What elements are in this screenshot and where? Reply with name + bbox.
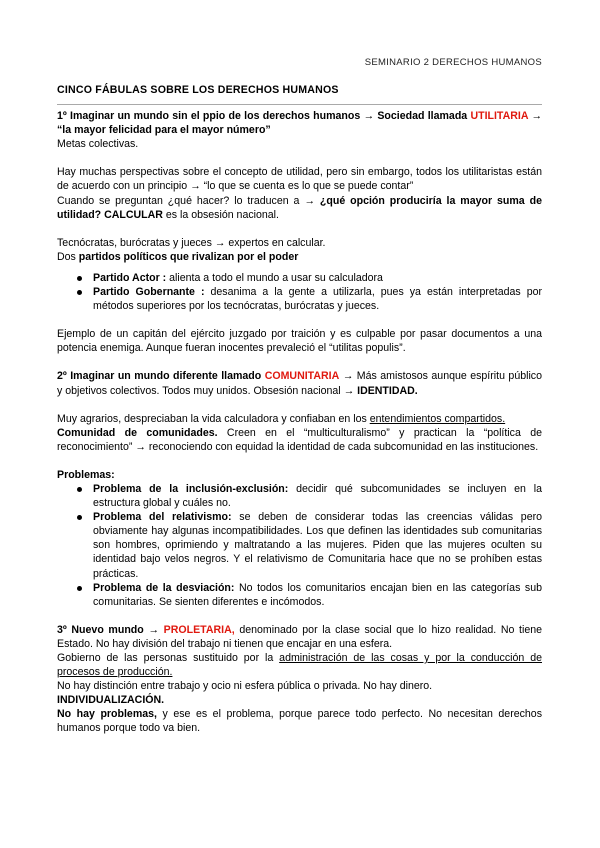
section-2-p1-underlined: entendimientos compartidos. (369, 412, 506, 425)
page-header: SEMINARIO 2 DERECHOS HUMANOS (364, 57, 542, 68)
section-2-p2-text: Creen en el “multiculturalismo” y practican la “política de reconocimiento” → reconociendo con equidad la identidad de cada subcomunidad en las instituciones. (57, 426, 542, 453)
title-divider (57, 104, 542, 105)
list-item-text: desanima a la gente a utilizarla, pues ya están interpretadas por métodos superiores por los tecnócratas, burócratas y jueces. (93, 286, 543, 313)
bullet-icon (77, 515, 82, 520)
section-2-heading-text: 2º Imaginar un mundo diferente llamado (57, 370, 265, 383)
section-1-paragraph-3: Tecnócratas, burócratas y jueces → expertos en calcular. (57, 236, 326, 249)
section-3-heading-text: 3º Nuevo mundo → (57, 623, 164, 636)
section-1-paragraph-2 (57, 194, 542, 222)
section-1-heading-tail: → “la mayor felicidad para el mayor número” (57, 110, 542, 137)
section-3-paragraph-2: No hay distinción entre trabajo y ocio ni esfera pública o privada. No hay dinero. (57, 680, 433, 693)
list-item-text: se deben de considerar todas las creencias válidas pero obviamente hay algunas incompatibilidades. Los que definen las identidades sub comunitarias son hombres, oprimiendo y maltratando a las mujeres. Piden que las mujeres oculten su identidad bajo velos negros. Y el relativismo de Comunitaria hace que no se prohíben estas prácticas. (93, 511, 543, 580)
section-1-metas: Metas colectivas. (57, 138, 139, 151)
comunitaria-term: COMUNITARIA (264, 370, 340, 383)
section-3-heading (57, 623, 542, 651)
section-2-heading-bold-end: IDENTIDAD. (357, 384, 418, 397)
section-3-paragraph-3: INDIVIDUALIZACIÓN. (57, 694, 165, 707)
list-item-bold: Partido Actor : (93, 271, 167, 284)
section-3-paragraph-1 (57, 651, 542, 679)
utilitaria-term: UTILITARIA (470, 110, 529, 123)
bullet-icon (77, 290, 82, 295)
section-1-heading (57, 109, 542, 137)
bullet-icon (77, 586, 82, 591)
bullet-icon (77, 276, 82, 281)
section-2-heading-tail: → Más amistosos aunque espíritu público y objetivos colectivos. Todos muy unidos. Obsesión nacional → (57, 370, 542, 397)
list-item (57, 271, 542, 285)
list-item (57, 482, 542, 510)
list-item (57, 510, 542, 580)
section-1-paragraph-5: Ejemplo de un capitán del ejército juzgado por traición y es culpable por pasar documentos a una potencia enemiga. Aunque fueran inocentes prevaleció el “utilitas populis”. (57, 328, 542, 355)
document-body (57, 83, 542, 736)
section-2-paragraph-2 (57, 426, 542, 454)
section-2-p1-text: Muy agrarios, despreciaban la vida calculadora y confiaban en los (57, 412, 370, 425)
section-1-p2-bold: ¿qué opción produciría la mayor suma de utilidad? CALCULAR (57, 194, 542, 221)
problems-label: Problemas: (57, 468, 115, 481)
list-item-text: No todos los comunitarios encajan bien en las categorías sub comunitarias. Se sienten diferentes e incómodos. (93, 581, 543, 608)
section-1-p2-text: Cuando se preguntan ¿qué hacer? lo traducen a → (57, 194, 320, 207)
section-2-paragraph-1 (57, 412, 542, 426)
section-3-p4-text: y ese es el problema, porque parece todo perfecto. No necesitan derechos humanos porque todo va bien. (57, 708, 542, 735)
section-2-heading (57, 369, 542, 397)
list-item-text: decidir qué subcomunidades se incluyen en la estructura global y cuáles no. (93, 482, 542, 510)
parties-list (57, 271, 542, 313)
section-2-p2-bold: Comunidad de comunidades. (57, 426, 218, 439)
proletaria-term: PROLETARIA, (163, 623, 235, 636)
section-1-p4-bold: partidos políticos que rivalizan por el poder (78, 250, 299, 263)
bullet-icon (77, 487, 82, 492)
section-3-heading-tail: denominado por la clase social que lo hizo realidad. No tiene Estado. No hay división del trabajo ni tienen que encajar en una esfera. (57, 623, 542, 650)
list-item-bold: Problema de la inclusión-exclusión: (93, 482, 289, 495)
section-1-p2-tail: es la obsesión nacional. (162, 208, 279, 221)
section-3-p1-text: Gobierno de las personas sustituido por la (57, 652, 280, 664)
list-item (57, 285, 542, 313)
section-1-p4-text: Dos (57, 250, 79, 263)
section-1-paragraph-4 (57, 250, 542, 264)
section-1-heading-text: 1º Imaginar un mundo sin el ppio de los derechos humanos → Sociedad llamada (57, 110, 471, 123)
section-3-p1-underlined: administración de las cosas y por la conducción de procesos de producción. (57, 652, 542, 679)
section-3-p4-bold: No hay problemas, (57, 708, 157, 721)
list-item-bold: Problema del relativismo: (93, 511, 232, 524)
list-item (57, 581, 542, 609)
section-3-paragraph-4 (57, 707, 542, 735)
list-item-bold: Problema de la desviación: (93, 581, 235, 594)
document-title: CINCO FÁBULAS SOBRE LOS DERECHOS HUMANOS (57, 84, 339, 96)
list-item-bold: Partido Gobernante : (93, 286, 205, 299)
section-1-paragraph-1: Hay muchas perspectivas sobre el concepto de utilidad, pero sin embargo, todos los utilitaristas están de acuerdo con un principio → “lo que se cuenta es lo que se puede contar” (57, 166, 542, 193)
list-item-text: alienta a todo el mundo a usar su calculadora (166, 271, 383, 284)
problems-list (57, 482, 542, 609)
